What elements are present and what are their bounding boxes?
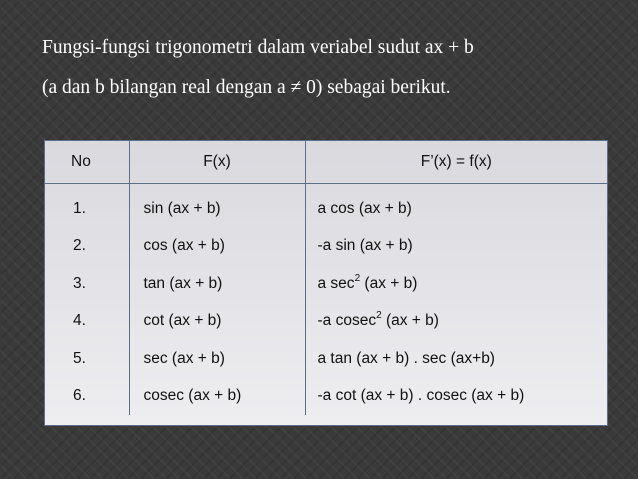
- table-row: [45, 265, 607, 303]
- derivative-cell: -a cot (ax + b) . cosec (ax + b): [317, 387, 525, 405]
- function-cell: sin (ax + b): [129, 184, 305, 228]
- derivative-cell: a cos (ax + b): [317, 199, 412, 217]
- header-fx: F(x): [129, 141, 305, 184]
- exponent: 2: [354, 272, 361, 284]
- table-header-row: [45, 141, 607, 184]
- table-row: [45, 228, 607, 266]
- function-cell: cos (ax + b): [129, 228, 305, 266]
- row-number: 5.: [45, 340, 129, 378]
- function-cell: cot (ax + b): [129, 303, 305, 341]
- function-cell: cosec (ax + b): [129, 378, 305, 416]
- intro-text: [42, 28, 632, 108]
- table-row: [45, 303, 607, 341]
- table-row: [45, 340, 607, 378]
- header-no: No: [45, 141, 129, 184]
- derivative-text: a sec: [317, 274, 355, 292]
- derivative-cell: [305, 303, 607, 341]
- row-number: 6.: [45, 378, 129, 416]
- row-number: 4.: [45, 303, 129, 341]
- intro-line-1: Fungsi-fungsi trigonometri dalam veriabel sudut ax + b: [42, 37, 474, 58]
- derivative-cell: a tan (ax + b) . sec (ax+b): [317, 349, 495, 367]
- table-row: [45, 378, 607, 416]
- derivative-table: [44, 140, 608, 426]
- exponent: 2: [376, 310, 382, 322]
- table-row: [45, 184, 607, 228]
- derivative-text: (ax + b): [381, 312, 439, 330]
- header-derivative: F’(x) = f(x): [305, 141, 607, 184]
- derivative-cell: -a sin (ax + b): [317, 237, 413, 255]
- row-number: 1.: [45, 184, 129, 228]
- row-number: 2.: [45, 228, 129, 266]
- derivative-cell: [305, 265, 607, 303]
- intro-line-2: (a dan b bilangan real dengan a ≠ 0) sebagai berikut.: [42, 77, 451, 98]
- row-number: 3.: [45, 265, 129, 303]
- function-cell: tan (ax + b): [129, 265, 305, 303]
- derivative-text: (ax + b): [360, 274, 418, 292]
- function-cell: sec (ax + b): [129, 340, 305, 378]
- derivative-text: -a cosec: [317, 312, 377, 330]
